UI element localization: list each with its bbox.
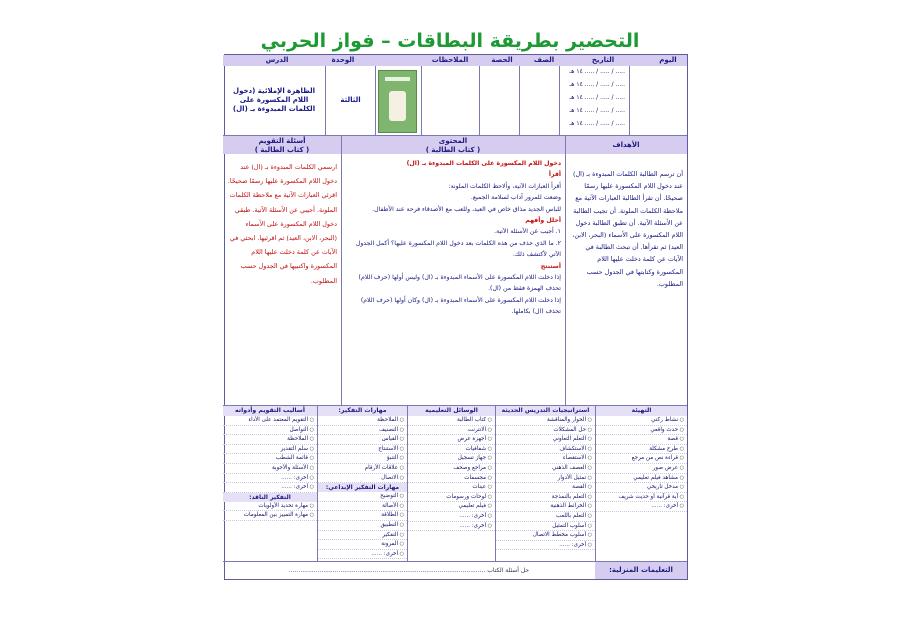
list-item[interactable]: ○ نشاط ركني [596,416,687,426]
list-item[interactable]: ○ مشاهد فيلم تعليمي [596,474,687,484]
list-item[interactable]: ○ عرض صور [596,464,687,474]
assessment-header: أساليب التقويم وأدواته [223,406,317,416]
tools-header: الوسائل التعليمية [408,406,495,416]
list-item[interactable]: ○ طرح مشكلة [596,445,687,455]
list-item[interactable]: ○ أسلوب التمثيل [496,522,595,532]
list-item[interactable]: ○ أخرى: ...... [496,541,595,551]
list-item[interactable]: ○ التفكير [318,531,407,541]
list-item[interactable]: ○ الاتصال [318,474,407,484]
evaluation-column [223,136,341,406]
creative-header: مهارات التفكير الإبداعي: [318,483,407,492]
list-item[interactable]: ○ جهاز تسجيل [408,454,495,464]
list-item[interactable]: ○ سلم التقدير [223,445,317,455]
evaluation-header [223,136,341,154]
list-item[interactable]: ○ الطلاقة [318,511,407,521]
list-item[interactable]: ○ التواصل [223,426,317,436]
evaluation-text: ارسمي الكلمات المبدوءة بـ (ال) عند دخول اللام المكسورة عليها رسمًا صحيحًا. اقرئي العبارات الآتية مع ملاحظة الكلمات الملونة. أجيبي عن الأسئلة الآتية. طبقي دخول اللام المكسورة على الأسماء (البحر، الابن، العيد) ثم اقرئيها. ابحثي في الآيات عن كلمة دخلت عليها اللام المكسورة واكتبيها في الجدول حسب المطلوب. [227,163,337,285]
content-title: المحتوى [438,137,468,145]
list-item[interactable]: ○ أخرى: ...... [318,550,407,560]
header-row [223,55,687,66]
date-line: ..... / ..... / ..... ١٤ هـ [569,81,625,88]
content-line: ٢. ما الذي حذف من هذه الكلمات بعد دخول اللام المكسورة عليها؟ أكمل الجدول الآتي لأكتشف ذلك. [355,239,561,259]
date-line: ..... / ..... / ..... ١٤ هـ [569,120,625,127]
list-item[interactable]: ○ الأصالة [318,502,407,512]
thinking-header: مهارات التفكير: [318,406,407,416]
class-header: الصف [533,56,555,64]
content-line: إذا دخلت اللام المكسورة على الأسماء المبدوءة بـ (ال) وليس أولها (حرف اللام) تحذف الهمزة فقط من (ال). [358,274,561,293]
content-heading: دخول اللام المكسورة على الكلمات المبدوءة بـ (ال) [406,160,561,167]
list-item[interactable]: ○ آية قرآنية أو حديث شريف [596,493,687,503]
list-item[interactable]: ○ قائمة الشطب [223,454,317,464]
content-body [341,156,565,320]
list-item[interactable]: ○ العصف الذهني [496,464,595,474]
read-label: أقرأ [548,171,561,179]
list-item[interactable]: ○ التطبيق [318,521,407,531]
objectives-column [565,136,687,406]
assessment-column [223,406,317,562]
homework-label: التعليمات المنزلية: [595,562,687,579]
conclude-label: أستنتج [540,262,561,270]
list-item[interactable]: ○ التصنيف [318,426,407,436]
date-header: التاريخ [591,56,615,64]
thinking-column [317,406,407,562]
content-column [341,136,565,406]
main-section [223,136,687,406]
critical-header: التفكير الناقد: [223,493,317,502]
evaluation-title: أسئلة التقويم [258,137,306,145]
list-item[interactable]: ○ الاستكشاف [496,445,595,455]
date-line: ..... / ..... / ..... ١٤ هـ [569,94,625,101]
notes-cell [421,66,479,136]
day-cell [629,66,687,136]
list-item[interactable]: ○ الاستنتاج [318,445,407,455]
list-item[interactable]: ○ مهارة التمييز بين المعلومات [223,511,317,521]
content-line: وضعت للمرور آداب لسلامة الجميع. [470,194,561,202]
list-item[interactable]: ○ حل المشكلات [496,426,595,436]
intro-header: التهيئة [596,406,687,416]
list-item[interactable]: ○ أخرى: ...... [223,474,317,484]
list-item[interactable]: ○ التقويم المعتمد على الأداء [223,416,317,426]
objectives-header: الأهداف [565,136,687,154]
list-item[interactable]: ○ القصة [496,483,595,493]
list-item[interactable]: ○ عينات [408,483,495,493]
content-line: أقرأ العبارات الآتية، وألاحظ الكلمات الملونة: [448,182,561,190]
list-item[interactable]: ○ فيلم تعليمي [408,502,495,512]
lesson-value: الظاهرة الإملائية (دخول اللام المكسورة على الكلمات المبدوءة بـ (ال) [223,66,325,136]
list-item[interactable]: ○ الانترنت [408,426,495,436]
header-body [223,66,687,136]
list-item[interactable]: ○ كتاب الطالبة [408,416,495,426]
list-item[interactable]: ○ أخرى: ...... [408,522,495,532]
list-item[interactable]: ○ الحوار والمناقشة [496,416,595,426]
list-item[interactable]: ○ الاستقصاء [496,454,595,464]
period-header: الحصة [491,56,513,64]
period-cell [479,66,519,136]
list-item[interactable]: ○ لوحات ورسومات [408,493,495,503]
content-header [341,136,565,154]
list-item[interactable]: ○ تمثيل الأدوار [496,474,595,484]
list-item[interactable]: ○ التنبؤ [318,454,407,464]
list-item[interactable]: ○ أخرى: ...... [408,512,495,522]
list-item[interactable]: ○ حدث واقعي [596,426,687,436]
tools-list [407,406,495,562]
lesson-header: الدرس [265,56,289,64]
list-item[interactable]: ○ الملاحظة [223,435,317,445]
list-item[interactable]: ○ التعلم التعاوني [496,435,595,445]
strategies-header: استراتيجيات التدريس الحديثة [496,406,595,416]
list-item[interactable]: ○ مراجع وصحف [408,464,495,474]
content-line: إذا دخلت اللام المكسورة على الأسماء المبدوءة بـ (ال) وكان أولها (حرف اللام) تحذف (ال) بكاملها. [360,296,561,316]
content-line: ١. أجيب عن الأسئلة الآتية. [494,228,561,236]
content-subtitle: ( كتاب الطالبة ) [425,146,481,154]
unit-header: الوحدة [331,56,355,64]
content-line: للباس الجديد مذاق خاص في العيد، وللعب مع الأصدقاء فرحة عند الأطفال. [372,205,561,213]
list-item[interactable]: ○ التعلم بالنمذجة [496,493,595,503]
analyze-label: أحلل وأفهم [525,217,561,225]
date-line: ..... / ..... / ..... ١٤ هـ [569,107,625,114]
page-title: التحضير بطريقة البطاقات – فواز الحربي [260,30,640,52]
objectives-text: أن ترسم الطالبة الكلمات المبدوءة بـ (ال) عند دخول اللام المكسورة عليها رسمًا صحيحًا. أن تقرأ الطالبة العبارات الآتية مع ملاحظة الكلمات الملونة. أن تجيب الطالبة عن الأسئلة الآتية. أن تطبق الطالبة دخول اللام المكسورة على الأسماء (البحر، الابن، العيد) ثم تقرأها. أن تبحث الطالبة في الآيات عن كلمة دخلت عليها اللام المكسورة وكتابتها في الجدول حسب المطلوب. [572,170,683,288]
list-item[interactable]: ○ علاقات الأرقام [318,464,407,474]
evaluation-subtitle: ( كتاب الطالبة ) [254,146,310,154]
list-item[interactable]: ○ مدخل تاريخي [596,483,687,493]
homework-text[interactable]: حل أسئلة الكتاب ....................................................................................................... [288,566,530,574]
date-cell [559,66,629,136]
list-item[interactable]: ○ الأسئلة والأجوبة [223,464,317,474]
day-header: اليوم [659,56,677,64]
list-item[interactable]: ○ القياس [318,435,407,445]
list-item[interactable]: ○ قصة [596,435,687,445]
homework-row [223,562,687,579]
list-item[interactable]: ○ الخرائط الذهنية [496,502,595,512]
list-item[interactable]: ○ المرونة [318,540,407,550]
class-cell [519,66,559,136]
unit-value: الثالثة [325,66,375,136]
list-item[interactable]: ○ الملاحظة [318,416,407,426]
strategies-list [495,406,595,562]
list-item[interactable]: ○ شفافيات [408,445,495,455]
list-item[interactable]: ○ قراءة نص من مرجع [596,454,687,464]
intro-list [595,406,687,562]
list-item[interactable]: ○ أسلوب مخطط الاتصال [496,531,595,541]
list-item[interactable]: ○ مهارة تحديد الأولويات [223,502,317,512]
list-item[interactable]: ○ التوضيح [318,492,407,502]
list-item[interactable]: ○ أجهزة عرض [408,435,495,445]
list-item[interactable]: ○ مجسمات [408,474,495,484]
book-cover-image [375,66,421,136]
list-item[interactable]: ○ التعلم باللعب [496,512,595,522]
date-line: ..... / ..... / ..... ١٤ هـ [569,68,625,75]
lesson-plan-sheet [224,54,688,580]
list-item[interactable]: ○ أخرى: ...... [223,483,317,493]
list-item[interactable]: ○ أخرى: ...... [596,502,687,512]
lists-section [223,406,687,562]
notes-header: الملاحظات [431,56,469,64]
